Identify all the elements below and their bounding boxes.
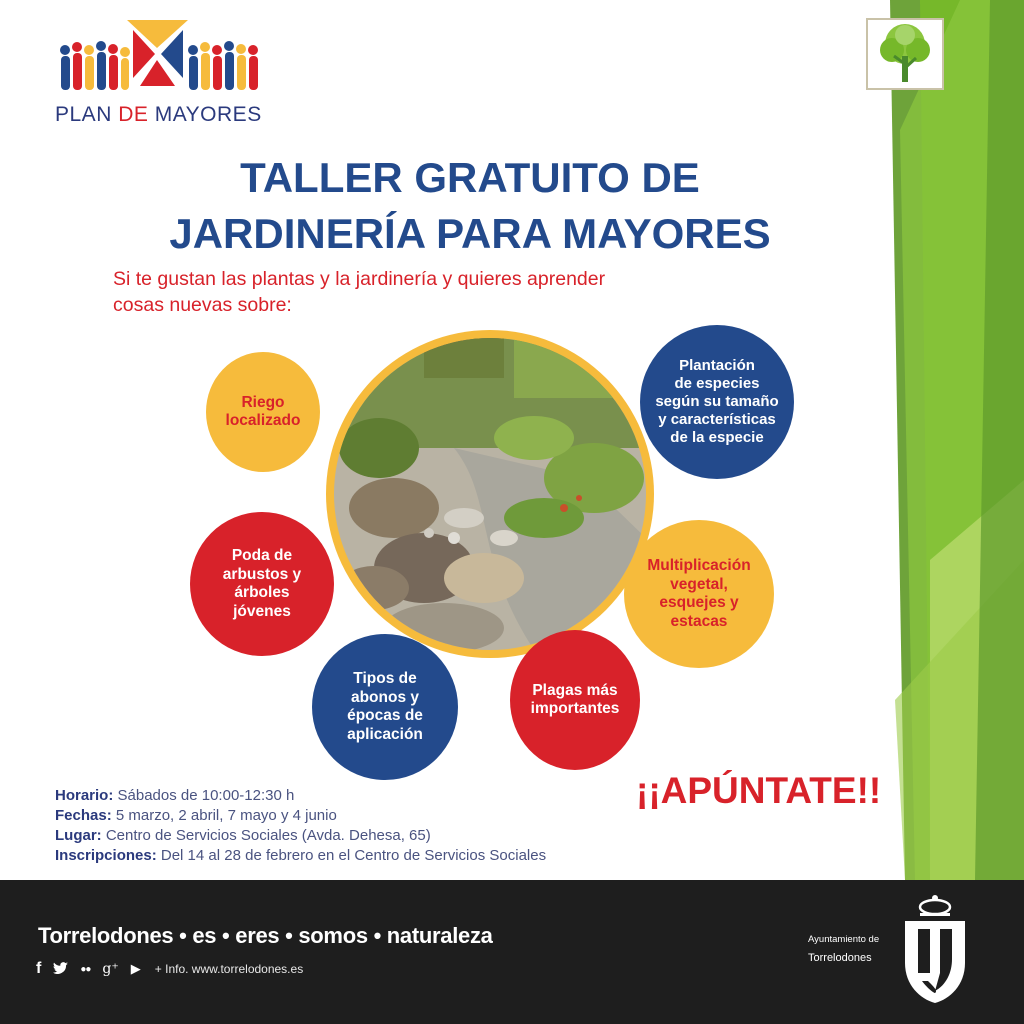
topic-bubble-abonos (312, 634, 458, 780)
topic-text: épocas de (347, 707, 423, 724)
youtube-icon[interactable]: ▶ (130, 961, 141, 976)
twitter-icon[interactable] (53, 962, 68, 977)
topic-text: árboles (234, 584, 290, 601)
topic-bubble-plantacion (640, 325, 794, 479)
detail-label: Lugar: (55, 827, 102, 844)
logo-word-de: DE (118, 103, 149, 126)
event-details (55, 786, 655, 866)
detail-label: Inscripciones: (55, 847, 157, 864)
social-links (36, 960, 303, 978)
topic-text: arbustos y (222, 565, 302, 583)
topic-text: importantes (530, 700, 620, 717)
title-line-1: TALLER GRATUITO DE (240, 154, 700, 201)
detail-row-fechas (55, 806, 655, 826)
topic-text: según su tamaño (655, 393, 779, 410)
topic-text: vegetal, (670, 575, 728, 593)
title-line-2: JARDINERÍA PARA MAYORES (169, 210, 771, 257)
intro-text (113, 266, 813, 318)
torrelodones-crest-icon (900, 893, 970, 1005)
detail-value: Centro de Servicios Sociales (Avda. Dehesa, 65) (105, 827, 431, 844)
municipality-label: Torrelodones (808, 952, 872, 964)
topic-text: Multiplicación (647, 557, 751, 574)
tree-icon (868, 20, 942, 88)
topic-text: localizado (225, 412, 301, 429)
logo-word-mayores: MAYORES (154, 103, 262, 126)
signup-cta: ¡¡APÚNTATE!! (636, 770, 882, 811)
logo-word-plan: PLAN (55, 103, 112, 126)
detail-label: Fechas: (55, 807, 112, 824)
more-info-link[interactable]: + Info. www.torrelodones.es (154, 962, 304, 976)
detail-label: Horario: (55, 787, 114, 804)
flickr-icon[interactable]: ●● (80, 963, 91, 975)
topic-text: abonos y (350, 688, 420, 706)
topic-text: aplicación (347, 725, 423, 743)
detail-row-lugar (55, 826, 655, 846)
detail-value: 5 marzo, 2 abril, 7 mayo y 4 junio (115, 807, 337, 824)
topic-bubble-poda (190, 512, 334, 656)
ayuntamiento-label: Ayuntamiento de (808, 934, 880, 945)
topic-text: y características (658, 411, 776, 428)
topic-text: de especies (674, 375, 760, 392)
topic-text: Tipos de (353, 670, 417, 687)
topic-text: estacas (670, 612, 728, 630)
google-plus-icon[interactable]: g⁺ (102, 961, 119, 977)
plan-de-mayores-logo (55, 18, 270, 98)
intro-line-2: cosas nuevas sobre: (113, 294, 292, 316)
garden-photo (334, 338, 646, 650)
topic-bubble-multiplicacion (624, 520, 774, 668)
detail-value: Del 14 al 28 de febrero en el Centro de Servicios Sociales (160, 847, 547, 864)
detail-value: Sábados de 10:00-12:30 h (117, 787, 295, 804)
tree-logo (866, 18, 944, 90)
logo-wordmark (55, 103, 285, 127)
page-title (60, 150, 880, 262)
facebook-icon[interactable]: f (36, 960, 42, 977)
topic-text: Plagas más (532, 681, 618, 699)
topic-text: Riego (241, 393, 285, 411)
intro-line-1: Si te gustan las plantas y la jardinería y quieres aprender (113, 268, 606, 290)
detail-row-horario (55, 786, 655, 806)
topic-text: esquejes y (659, 594, 739, 611)
topic-text: Poda de (231, 547, 293, 564)
footer-slogan: Torrelodones • es • eres • somos • naturaleza (38, 923, 493, 948)
detail-row-inscripciones (55, 846, 655, 866)
topic-text: de la especie (670, 429, 764, 446)
topic-text: Plantación (679, 357, 755, 374)
topic-bubble-riego (206, 352, 320, 472)
topic-bubble-plagas (510, 630, 640, 770)
topic-text: jóvenes (233, 602, 291, 620)
